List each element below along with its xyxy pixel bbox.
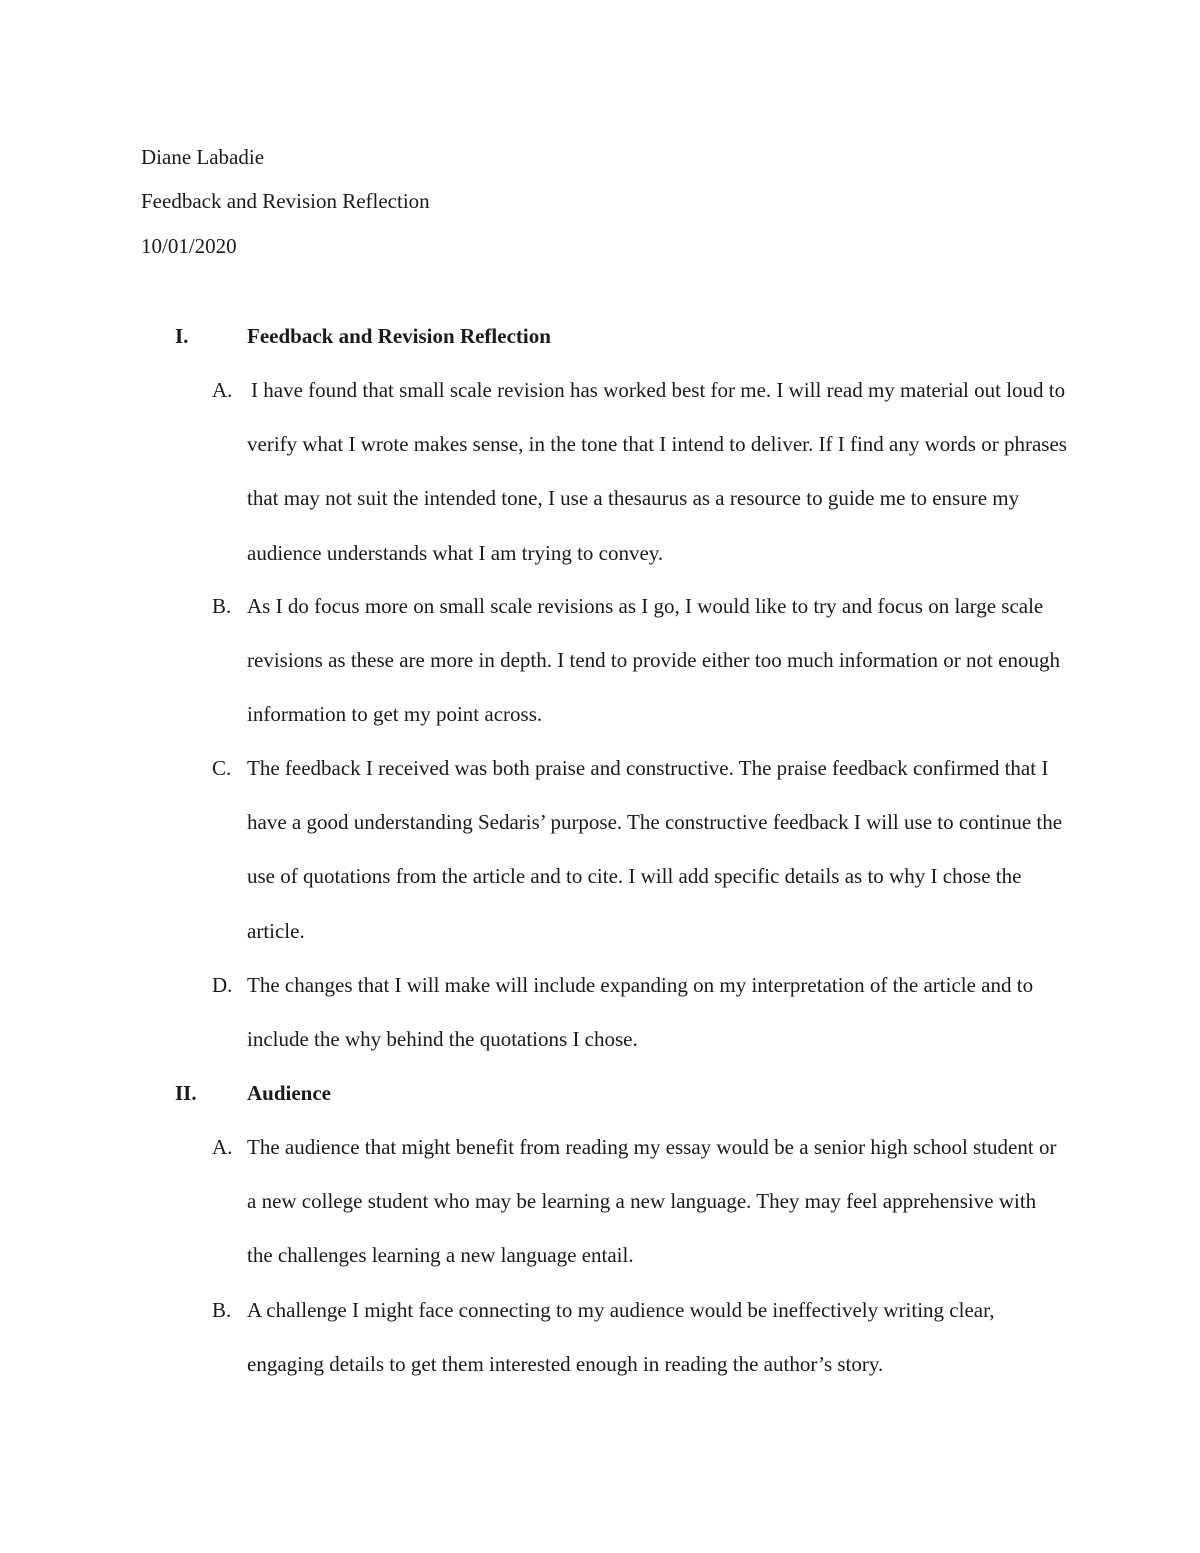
list-item-letter: B. [212, 1298, 232, 1322]
list-item-letter: D. [212, 973, 233, 997]
list-item-letter: A. [212, 378, 233, 402]
section-title: Audience [247, 1081, 331, 1105]
list-item-letter: C. [212, 756, 232, 780]
list-item-text: The feedback I received was both praise and constructive. The praise feedback confirmed that I have a good understanding Sedaris’ purpose. The constructive feedback I will use to continue the use of quotations from the article and to cite. I will add specific details as to why I chose the article. [247, 756, 1063, 943]
document-date: 10/01/2020 [141, 234, 237, 258]
author-name: Diane Labadie [141, 145, 265, 169]
list-item-text: A challenge I might face connecting to my audience would be ineffectively writing clear, engaging details to get them interested enough in reading the author’s story. [247, 1298, 995, 1377]
section-title: Feedback and Revision Reflection [247, 324, 551, 348]
list-item-text: I have found that small scale revision has worked best for me. I will read my material out loud to verify what I wrote makes sense, in the tone that I intend to deliver. If I find any words or phrases that may not suit the intended tone, I use a thesaurus as a resource to guide me to ensure my audience understands what I am trying to convey. [247, 378, 1067, 565]
list-item-text: The changes that I will make will include expanding on my interpretation of the article and to include the why behind the quotations I chose. [247, 973, 1034, 1052]
list-item-text: The audience that might benefit from reading my essay would be a senior high school student or a new college student who may be learning a new language. They may feel apprehensive with the challenges learning a new language entail. [247, 1135, 1057, 1268]
list-item-letter: A. [212, 1135, 233, 1159]
section-numeral: I. [175, 324, 189, 348]
list-item-text: As I do focus more on small scale revisions as I go, I would like to try and focus on large scale revisions as these are more in depth. I tend to provide either too much information or not enough information to get my point across. [247, 594, 1060, 727]
document-title: Feedback and Revision Reflection [141, 189, 430, 213]
section-numeral: II. [175, 1081, 197, 1105]
list-item-letter: B. [212, 594, 232, 618]
